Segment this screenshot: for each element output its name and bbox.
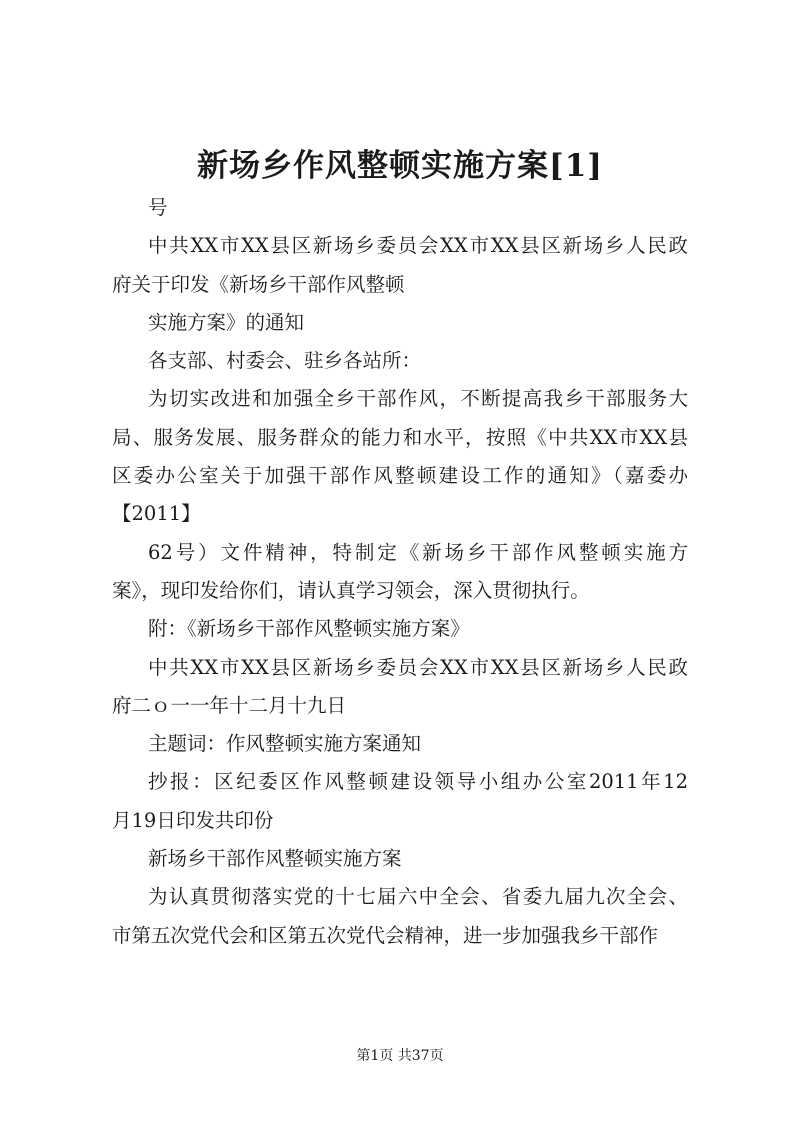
paragraph-line: 新场乡干部作风整顿实施方案 (148, 847, 402, 871)
paragraph-line: 局、服务发展、服务群众的能力和水平，按照《中共XX市XX县 (112, 425, 688, 449)
paragraph-line: 主题词：作风整顿实施方案通知 (148, 732, 422, 756)
paragraph-line: 府二ｏ一一年十二月十九日 (112, 693, 347, 717)
paragraph-line: 市第五次党代会和区第五次党代会精神，进一步加强我乡干部作 (112, 923, 659, 947)
paragraph-line: 中共XX市XX县区新场乡委员会XX市XX县区新场乡人民政 (148, 234, 688, 258)
paragraph-line: 实施方案》的通知 (148, 310, 305, 334)
paragraph-line: 为认真贯彻落实党的十七届六中全会、省委九届九次全会、 (148, 885, 688, 909)
document-body (112, 189, 688, 955)
paragraph-line: 抄报：区纪委区作风整顿建设领导小组办公室2011年12 (148, 770, 688, 794)
paragraph-line: 案》，现印发给你们，请认真学习领会，深入贯彻执行。 (112, 578, 590, 602)
paragraph-line: 各支部、村委会、驻乡各站所： (148, 349, 422, 373)
page-footer: 第1页 共37页 (356, 1048, 444, 1064)
paragraph-line: 中共XX市XX县区新场乡委员会XX市XX县区新场乡人民政 (148, 655, 688, 679)
document-title: 新场乡作风整顿实施方案[1] (197, 148, 603, 184)
paragraph-line: 62号）文件精神，特制定《新场乡干部作风整顿实施方 (148, 540, 688, 564)
paragraph-line: 月19日印发共印份 (112, 808, 274, 832)
paragraph-line: 附：《新场乡干部作风整顿实施方案》 (148, 617, 470, 641)
paragraph-line: 号 (148, 196, 168, 219)
paragraph-line: 为切实改进和加强全乡干部作风，不断提高我乡干部服务大 (148, 387, 688, 411)
paragraph-line: 府关于印发《新场乡干部作风整顿 (112, 272, 405, 296)
paragraph-line: 【2011】 (112, 502, 201, 526)
paragraph-line: 区委办公室关于加强干部作风整顿建设工作的通知》（嘉委办 (112, 464, 688, 488)
